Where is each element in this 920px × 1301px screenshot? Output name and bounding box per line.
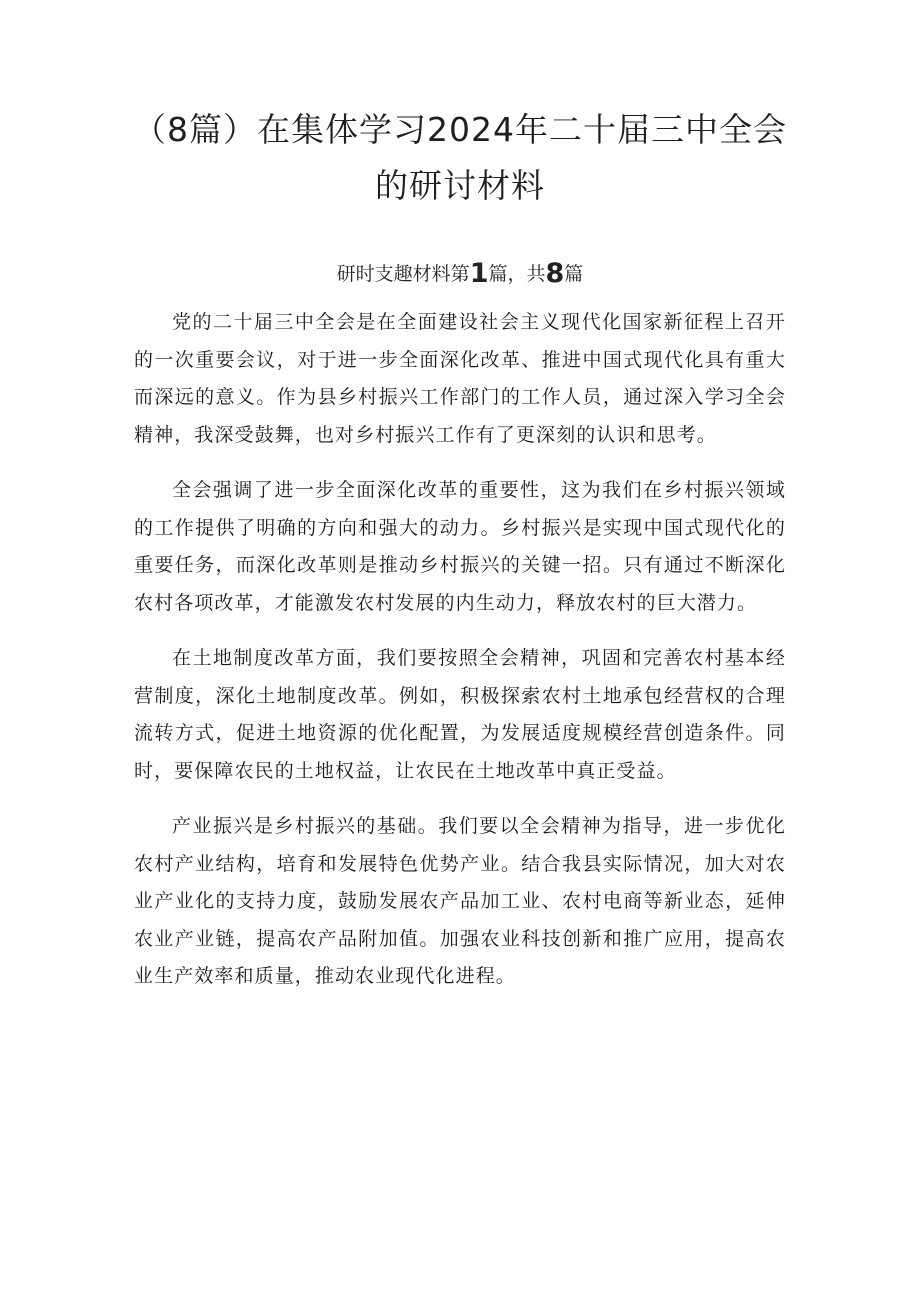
document-title: （8篇）在集体学习2024年二十届三中全会的研讨材料 [133, 110, 787, 205]
document-body [134, 304, 786, 1014]
subtitle-total-number: 8 [545, 258, 565, 289]
subtitle-middle: 篇，共 [488, 263, 546, 285]
paragraph-1: 党的二十届三中全会是在全面建设社会主义现代化国家新征程上召开的一次重要会议，对于进一步全面深化改革、推进中国式现代化具有重大而深远的意义。作为县乡村振兴工作部门的工作人员，通过深入学习全会精神，我深受鼓舞，也对乡村振兴工作有了更深刻的认识和思考。 [134, 311, 786, 446]
paragraph-2: 全会强调了进一步全面深化改革的重要性，这为我们在乡村振兴领域的工作提供了明确的方向和强大的动力。乡村振兴是实现中国式现代化的重要任务，而深化改革则是推动乡村振兴的关键一招。只有通过不断深化农村各项改革，才能激发农村发展的内生动力，释放农村的巨大潜力。 [134, 479, 786, 614]
paragraph-3: 在土地制度改革方面，我们要按照全会精神，巩固和完善农村基本经营制度，深化土地制度改革。例如，积极探索农村土地承包经营权的合理流转方式，促进土地资源的优化配置，为发展适度规模经营创造条件。同时，要保障农民的土地权益，让农民在土地改革中真正受益。 [134, 647, 786, 782]
subtitle-prefix: 研时支趣材料第 [336, 263, 470, 285]
paragraph-4: 产业振兴是乡村振兴的基础。我们要以全会精神为指导，进一步优化农村产业结构，培育和发展特色优势产业。结合我县实际情况，加大对农业产业化的支持力度，鼓励发展农产品加工业、农村电商等新业态，延伸农业产业链，提高农产品附加值。加强农业科技创新和推广应用，提高农业生产效率和质量，推动农业现代化进程。 [134, 815, 786, 987]
subtitle-current-number: 1 [469, 258, 489, 289]
document-subtitle [0, 258, 920, 290]
subtitle-suffix: 篇 [564, 263, 584, 285]
